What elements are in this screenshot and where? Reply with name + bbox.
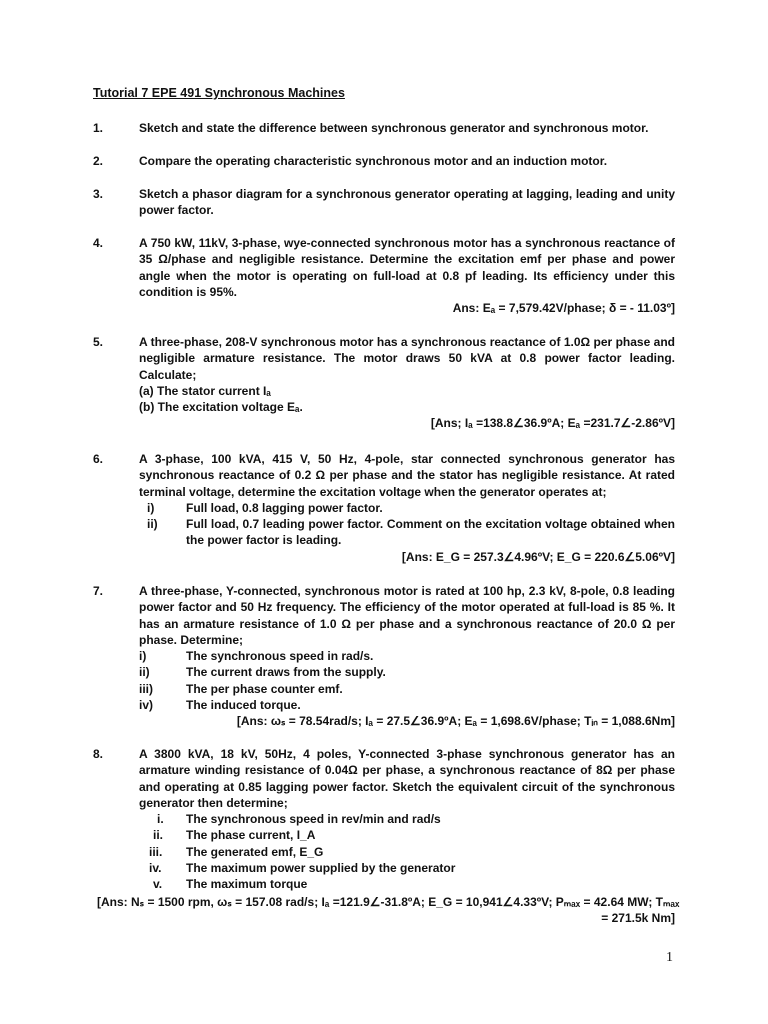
- sub-item-text: The generated emf, E_G: [186, 844, 324, 859]
- question-number: 6.: [93, 452, 104, 466]
- sub-item-label: ii.: [153, 828, 164, 843]
- question-number: 2.: [93, 154, 104, 168]
- sub-item-label: ii): [147, 517, 158, 532]
- question-text: A 3800 kVA, 18 kV, 50Hz, 4 poles, Y-connected 3-phase synchronous generator has an armature winding resistance of 0.04Ω per phase, a synchronous reactance of 8Ω per phase and operating at 0.85 lagging power factor. Sketch the equivalent circuit of the synchronous generator then determine;: [139, 747, 675, 810]
- question-text: Sketch a phasor diagram for a synchronous generator operating at lagging, leading and unity power factor.: [139, 187, 675, 218]
- sub-item-label: iii): [139, 681, 153, 696]
- question-text: A three-phase, Y-connected, synchronous motor is rated at 100 hp, 2.3 kV, 8-pole, 0.8 leading power factor and 50 Hz frequency. The efficiency of the motor operated at full-load is 85 %. It has an armature resistance of 1.0 Ω per phase and a synchronous reactance of 20.0 Ω per phase. Determine;: [139, 584, 675, 647]
- sub-item-label: v.: [153, 877, 163, 892]
- sub-item: [139, 860, 675, 876]
- sub-item: [139, 500, 675, 516]
- sub-item-text: The per phase counter emf.: [186, 681, 343, 696]
- sub-item: [139, 648, 675, 664]
- sub-item-label: i): [147, 500, 155, 515]
- answer-line: Ans: Eₐ = 7,579.42V/phase; δ = - 11.03º]: [452, 301, 675, 316]
- sub-item-text: The induced torque.: [186, 698, 301, 713]
- sub-item: (b) The excitation voltage Eₐ.: [139, 400, 303, 415]
- sub-item-label: iii.: [149, 844, 163, 859]
- sub-item-text: Full load, 0.7 leading power factor. Comment on the excitation voltage obtained when the power factor is leading.: [186, 517, 675, 548]
- sub-item-label: iv): [139, 698, 154, 713]
- page-number: 1: [666, 950, 673, 965]
- sub-item-text: Full load, 0.8 lagging power factor.: [186, 500, 383, 515]
- answer-block: [97, 894, 680, 927]
- answer-line: [Ans: ωₛ = 78.54rad/s; Iₐ = 27.5∠36.9ºA; Eₐ = 1,698.6V/phase; Tᵢₙ = 1,088.6Nm]: [236, 714, 675, 729]
- sub-item-label: iv.: [149, 861, 162, 876]
- question-text: A 3-phase, 100 kVA, 415 V, 50 Hz, 4-pole, star connected synchronous generator has synchronous reactance of 0.2 Ω per phase and the stator has negligible resistance. At rated terminal voltage, determine the excitation voltage when the generator operates at;: [139, 452, 675, 499]
- question-number: 8.: [93, 747, 104, 761]
- sub-item: [139, 811, 675, 827]
- question-number: 3.: [93, 187, 104, 201]
- sub-item: [139, 876, 675, 892]
- page-title: Tutorial 7 EPE 491 Synchronous Machines: [93, 86, 345, 100]
- sub-item-label: i.: [157, 812, 164, 827]
- sub-item-text: The synchronous speed in rev/min and rad/s: [186, 812, 441, 827]
- question-number: 4.: [93, 236, 104, 250]
- sub-item-text: The maximum power supplied by the generator: [186, 861, 456, 876]
- sub-item: [139, 844, 675, 860]
- sub-item-label: i): [139, 649, 147, 664]
- sub-item: [139, 827, 675, 843]
- question-text: Sketch and state the difference between synchronous generator and synchronous motor.: [139, 121, 649, 135]
- question-text: Compare the operating characteristic synchronous motor and an induction motor.: [139, 154, 608, 168]
- answer-line: [Ans: E_G = 257.3∠4.96ºV; E_G = 220.6∠5.06ºV]: [401, 549, 675, 564]
- sub-item: [139, 516, 675, 549]
- sub-item-label: ii): [139, 665, 150, 680]
- sub-item: [139, 681, 675, 697]
- question-number: 1.: [93, 121, 104, 135]
- answer-line: [Ans: Nₛ = 1500 rpm, ωₛ = 157.08 rad/s; Iₐ =121.9∠-31.8ºA; E_G = 10,941∠4.33ºV; Pₘₐₓ = 42.64 MW; Tₘₐₓ: [97, 895, 680, 909]
- answer-line: = 271.5k Nm]: [601, 911, 675, 926]
- question-text: A three-phase, 208-V synchronous motor has a synchronous reactance of 1.0Ω per phase and negligible armature resistance. The motor draws 50 kVA at 0.8 power factor leading. Calculate;: [139, 335, 675, 382]
- question-number: 7.: [93, 584, 104, 598]
- sub-item-text: The current draws from the supply.: [186, 665, 386, 680]
- question-text: A 750 kW, 11kV, 3-phase, wye-connected synchronous motor has a synchronous reactance of 35 Ω/phase and negligible resistance. Determine the excitation emf per phase and power angle when the motor is operating on full-load at 0.8 pf leading. Its efficiency under this condition is 95%.: [139, 236, 675, 299]
- answer-line: [Ans; Iₐ =138.8∠36.9ºA; Eₐ =231.7∠-2.86ºV]: [430, 416, 675, 431]
- sub-item-text: The phase current, I_A: [186, 828, 316, 843]
- sub-item-text: The synchronous speed in rad/s.: [186, 649, 374, 664]
- question-number: 5.: [93, 335, 104, 349]
- sub-item: [139, 664, 675, 680]
- sub-item: [139, 697, 675, 713]
- sub-item-text: The maximum torque: [186, 877, 308, 892]
- sub-item: (a) The stator current Iₐ: [139, 383, 271, 398]
